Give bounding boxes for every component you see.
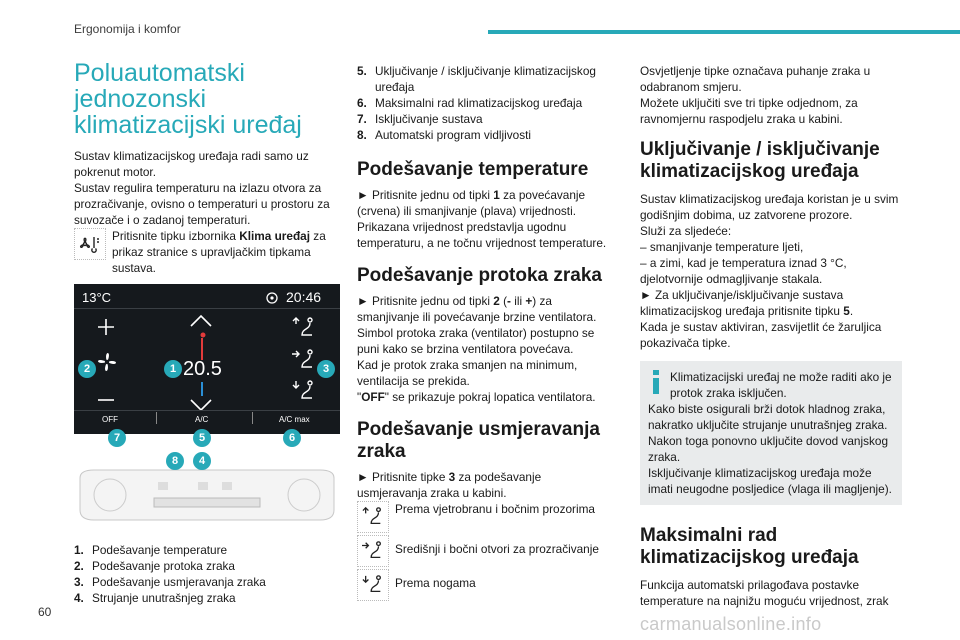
badge-3: 3: [317, 360, 335, 378]
list-item: 4. Strujanje unutrašnjeg zraka: [74, 591, 236, 605]
windscreen-direction-icon: [357, 501, 389, 533]
fan-decrease-button[interactable]: [96, 390, 116, 410]
column-1: [74, 60, 340, 606]
menu-text-post: za prikaz stranice s upravljačkim tipkama sustava.: [112, 229, 326, 275]
top-divider: [74, 308, 340, 309]
intro-paragraph-1: Sustav klimatizacijskog uređaja radi samo uz pokrenut motor.: [74, 149, 309, 179]
air-to-windscreen-button[interactable]: [290, 316, 318, 340]
info-icon: [648, 369, 664, 395]
flow-paragraph-2: Simbol protoka zraka (ventilator) postupno se puni kako se brzina ventilatora povećava.: [357, 326, 595, 356]
air-to-vents-button[interactable]: [290, 348, 318, 372]
intro-paragraph-2: Sustav regulira temperaturu na izlazu otvora za prozračivanje, ovisno o temperaturi u prostoru za suvozače i o zadanoj temperaturi.: [74, 181, 330, 227]
badge-5: 5: [193, 429, 211, 447]
header-section: Ergonomija i komfor: [74, 22, 181, 36]
separator: [252, 412, 253, 424]
list-item: 6. Maksimalni rad klimatizacijskog uređaja: [357, 96, 583, 110]
list-item: 2. Podešavanje protoka zraka: [74, 559, 235, 573]
onoff-paragraph-4: Kada je sustav aktiviran, zasvijetlit će žaruljica pokazivača tipke.: [640, 320, 882, 350]
clock: 20:46: [286, 289, 322, 305]
info-box: [640, 361, 902, 505]
vents-direction-icon: [357, 535, 389, 567]
list-item: 1. Podešavanje temperature: [74, 543, 228, 557]
temperature-up-button[interactable]: [189, 314, 213, 328]
list-item: 7. Isključivanje sustava: [357, 112, 483, 126]
onoff-paragraph-1: Sustav klimatizacijskog uređaja koristan je u svim godišnjim dobima, uz zatvorene prozore.: [640, 192, 899, 222]
dir-feet-row: [357, 569, 607, 601]
ac-button[interactable]: A/C: [195, 415, 209, 424]
badge-2: 2: [78, 360, 96, 378]
onoff-dash-1: – smanjivanje temperature ljeti,: [640, 240, 804, 254]
column-3: [640, 63, 902, 609]
info-text-3: Isključivanje klimatizacijskog uređaja može imati neugodne posljedice (vlaga ili magljenje).: [648, 466, 892, 496]
dir-vents-row: [357, 535, 607, 567]
info-text-2: Kako biste osigurali brži dotok hladnog zraka, nakratko uključite strujanje unutrašnjeg zraka. Nakon toga ponovno uključite dovod vanjskog zraka.: [648, 402, 889, 464]
console-drawing: [74, 466, 340, 524]
feet-direction-icon: [357, 569, 389, 601]
legend-list-2: [357, 63, 607, 143]
dir-feet-text: Prema nogama: [395, 576, 476, 590]
badge-7: 7: [108, 429, 126, 447]
dir-vents-text: Središnji i bočni otvori za prozračivanje: [395, 542, 599, 556]
cold-gauge-line: [201, 382, 203, 396]
watermark: carmanualsonline.info: [640, 614, 822, 634]
list-item: 3. Podešavanje usmjeravanja zraka: [74, 575, 266, 589]
menu-text-bold: Klima uređaj: [239, 229, 311, 243]
badge-8: 8: [166, 452, 184, 470]
temp-paragraph-1: ► Pritisnite jednu od tipki 1 za povećavanje (crvena) ili smanjivanje (plava) vrijednosti.: [357, 188, 586, 218]
dir-windscreen-text: Prema vjetrobranu i bočnim prozorima: [395, 502, 595, 516]
onoff-paragraph-3: ► Za uključivanje/isključivanje sustava klimatizacijskog uređaja pritisnite tipku 5.: [640, 288, 854, 318]
flow-paragraph-4: "OFF" se prikazuje pokraj lopatica ventilatora.: [357, 390, 596, 404]
fan-increase-button[interactable]: [96, 317, 116, 337]
bottom-divider: [74, 410, 340, 411]
onoff-paragraph-2: Služi za sljedeće:: [640, 224, 732, 238]
ac-max-button[interactable]: A/C max: [279, 415, 310, 424]
list-item: 5. Uključivanje / isključivanje klimatizacijskog uređaja: [357, 64, 596, 94]
temp-paragraph-2: Prikazana vrijednost predstavlja ugodnu temperaturu, a ne točnu vrijednost temperature.: [357, 220, 607, 250]
hot-gauge-line: [201, 338, 203, 360]
flow-paragraph-1: ► Pritisnite jednu od tipki 2 (- ili +) za smanjivanje ili povećavanje brzine ventilatora.: [357, 294, 597, 324]
climate-menu-icon: [74, 228, 106, 260]
legend-list-1: [74, 542, 340, 606]
col3-paragraph-1: Osvjetljenje tipke označava puhanje zraka u odabranom smjeru.: [640, 64, 871, 94]
air-to-feet-button[interactable]: [290, 379, 318, 403]
center-console-panel: [74, 452, 340, 530]
menu-instruction: [74, 228, 340, 276]
onoff-dash-2: – a zimi, kad je temperatura iznad 3 °C, djelotvornije odmagljivanje stakala.: [640, 256, 847, 286]
separator: [156, 412, 157, 424]
dir-paragraph-1: ► Pritisnite tipke 3 za podešavanje usmjeravanja zraka u kabini.: [357, 470, 542, 500]
outside-temperature: 13°C: [82, 290, 112, 305]
flow-paragraph-3: Kad je protok zraka smanjen na minimum, ventilacija se prekida.: [357, 358, 578, 388]
climate-touchscreen: [74, 284, 340, 444]
heading-air-direction: Podešavanje usmjeravanja zraka: [357, 419, 600, 462]
set-temperature: 20.5: [183, 358, 222, 380]
heading-airflow: Podešavanje protoka zraka: [357, 265, 602, 286]
connectivity-icon: [264, 291, 280, 305]
badge-4: 4: [193, 452, 211, 470]
dir-windscreen-row: [357, 501, 607, 533]
list-item: 8. Automatski program vidljivosti: [357, 128, 532, 142]
col3-paragraph-2: Možete uključiti sve tri tipke odjednom, za ravnomjernu raspodjelu zraka u kabini.: [640, 96, 858, 126]
badge-1: 1: [164, 360, 182, 378]
badge-6: 6: [283, 429, 301, 447]
page-number: 60: [38, 605, 52, 619]
info-text-1: Klimatizacijski uređaj ne može raditi ako je protok zraka isključen.: [670, 370, 892, 400]
heading-temperature: Podešavanje temperature: [357, 159, 589, 180]
fan-speed-icon: [91, 346, 123, 378]
off-button[interactable]: OFF: [102, 415, 118, 424]
heading-max-ac: Maksimalni rad klimatizacijskog uređaja: [640, 525, 859, 568]
heading-on-off: Uključivanje / isključivanje klimatizacijskog uređaja: [640, 139, 880, 182]
menu-text-pre: Pritisnite tipku izbornika: [112, 229, 240, 243]
max-paragraph-1: Funkcija automatski prilagođava postavke temperature na najnižu moguću vrijednost, zrak: [640, 578, 889, 608]
column-2: [357, 63, 607, 601]
page-title: Poluautomatski jednozonski klimatizacijski uređaj: [74, 59, 302, 139]
header-accent-bar: [488, 30, 960, 34]
